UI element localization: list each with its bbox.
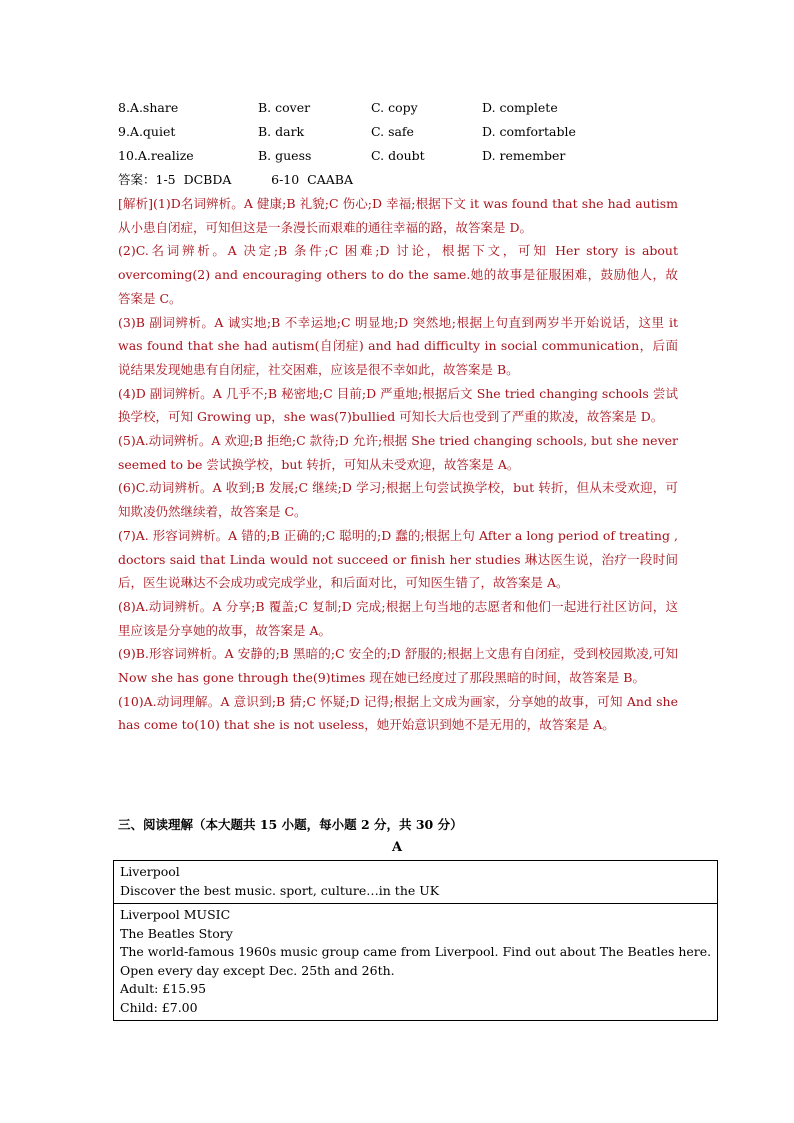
explanation-6: (6)C.动词辨析。A 收到;B 发展;C 继续;D 学习;根据上句尝试换学校，but 转折，但从未受欢迎，可知欺凌仍然继续着，故答案是 C。 xyxy=(118,480,678,520)
option-b: B. dark xyxy=(258,124,305,139)
option-a: 8.A.share xyxy=(118,100,179,115)
explanation-2: (2)C.名词辨析。A 决定;B 条件;C 困难;D 讨论，根据下文，可知 Her story is about overcoming(2) and encouraging others to do the same.她的故事是征服困难，鼓励他人，故答案是 C。 xyxy=(118,243,678,306)
cell-line: The world-famous 1960s music group came from Liverpool. Find out about The Beatles here. xyxy=(120,944,712,959)
passage-letter: A xyxy=(391,840,403,855)
table-cell xyxy=(114,861,718,904)
table-row xyxy=(114,904,718,1021)
explanation-10: (10)A.动词理解。A 意识到;B 猜;C 怀疑;D 记得;根据上文成为画家，分享她的故事，可知 And she has come to(10) that she is not useless，她开始意识到她不是无用的，故答案是 A。 xyxy=(118,693,678,733)
answer-key: 答案：1-5 DCBDA 6-10 CAABA xyxy=(118,172,353,187)
cell-line: Discover the best music. sport, culture…in the UK xyxy=(120,882,440,898)
option-row-9 xyxy=(118,120,678,144)
explanation-7: (7)A. 形容词辨析。A 错的;B 正确的;C 聪明的;D 蠢的;根据上句 After a long period of treating , doctors said that Linda would not succeed or finish her studies 琳达医生说，治疗一段时间后，医生说琳达不会成功或完成学业，和后面对比，可知医生错了，故答案是 A。 xyxy=(118,527,678,591)
explanation-1: [解析](1)D名词辨析。A 健康;B 礼貌;C 伤心;D 幸福;根据下文 it was found that she had autism 从小患自闭症，可知但这是一条漫长而艰难的通往幸福的路，故答案是 D。 xyxy=(118,196,678,235)
option-b: B. cover xyxy=(258,100,311,115)
option-b: B. guess xyxy=(258,148,312,163)
answer-content xyxy=(118,96,678,737)
table-row xyxy=(114,861,718,904)
option-a: 10.A.realize xyxy=(118,148,194,163)
explanation-3: (3)B 副词辨析。A 诚实地;B 不幸运地;C 明显地;D 突然地;根据上句直到两岁半开始说话，这里 it was found that she had autism(自闭症) and had difficulty in social communication，后面说结果发现她患有自闭症，社交困难，应该是很不幸如此，故答案是 B。 xyxy=(118,314,678,377)
explanation-5: (5)A.动词辨析。A 欢迎;B 拒绝;C 款待;D 允许;根据 She tried changing schools, but she never seemed to be 尝试换学校，but 转折，可知从未受欢迎，故答案是 A。 xyxy=(118,433,678,472)
option-d: D. comfortable xyxy=(482,124,576,139)
option-c: C. safe xyxy=(371,124,414,139)
explanation-9: (9)B.形容词辨析。A 安静的;B 黑暗的;C 安全的;D 舒服的;根据上文患有自闭症，受到校园欺凌,可知 Now she has gone through the(9)times 现在她已经度过了那段黑暗的时间，故答案是 B。 xyxy=(118,646,678,686)
cell-line: Child: £7.00 xyxy=(120,999,198,1015)
option-d: D. complete xyxy=(482,100,558,115)
cell-line: Liverpool MUSIC xyxy=(120,907,231,922)
table-cell xyxy=(114,904,718,1021)
section-heading: 三、阅读理解（本大题共 15 小题，每小题 2 分，共 30 分） xyxy=(118,817,463,832)
option-row-8 xyxy=(118,96,678,120)
cell-line: Liverpool xyxy=(120,864,180,879)
option-row-10 xyxy=(118,144,678,168)
option-c: C. copy xyxy=(371,100,418,115)
option-c: C. doubt xyxy=(371,148,425,163)
liverpool-info-table xyxy=(113,860,718,1021)
explanation-8: (8)A.动词辨析。A 分享;B 覆盖;C 复制;D 完成;根据上句当地的志愿者和他们一起进行社区访问，这里应该是分享她的故事，故答案是 A。 xyxy=(118,598,678,638)
option-d: D. remember xyxy=(482,148,566,163)
cell-line: Adult: £15.95 xyxy=(120,981,207,996)
explanation-block xyxy=(118,192,678,737)
explanation-4: (4)D 副词辨析。A 几乎不;B 秘密地;C 目前;D 严重地;根据后文 She tried changing schools 尝试换学校，可知 Growing up，she was(7)bullied 可知长大后也受到了严重的欺凌，故答案是 D。 xyxy=(118,385,678,425)
cell-line: The Beatles Story xyxy=(120,925,233,941)
option-a: 9.A.quiet xyxy=(118,124,176,139)
cell-line: Open every day except Dec. 25th and 26th. xyxy=(120,962,395,978)
